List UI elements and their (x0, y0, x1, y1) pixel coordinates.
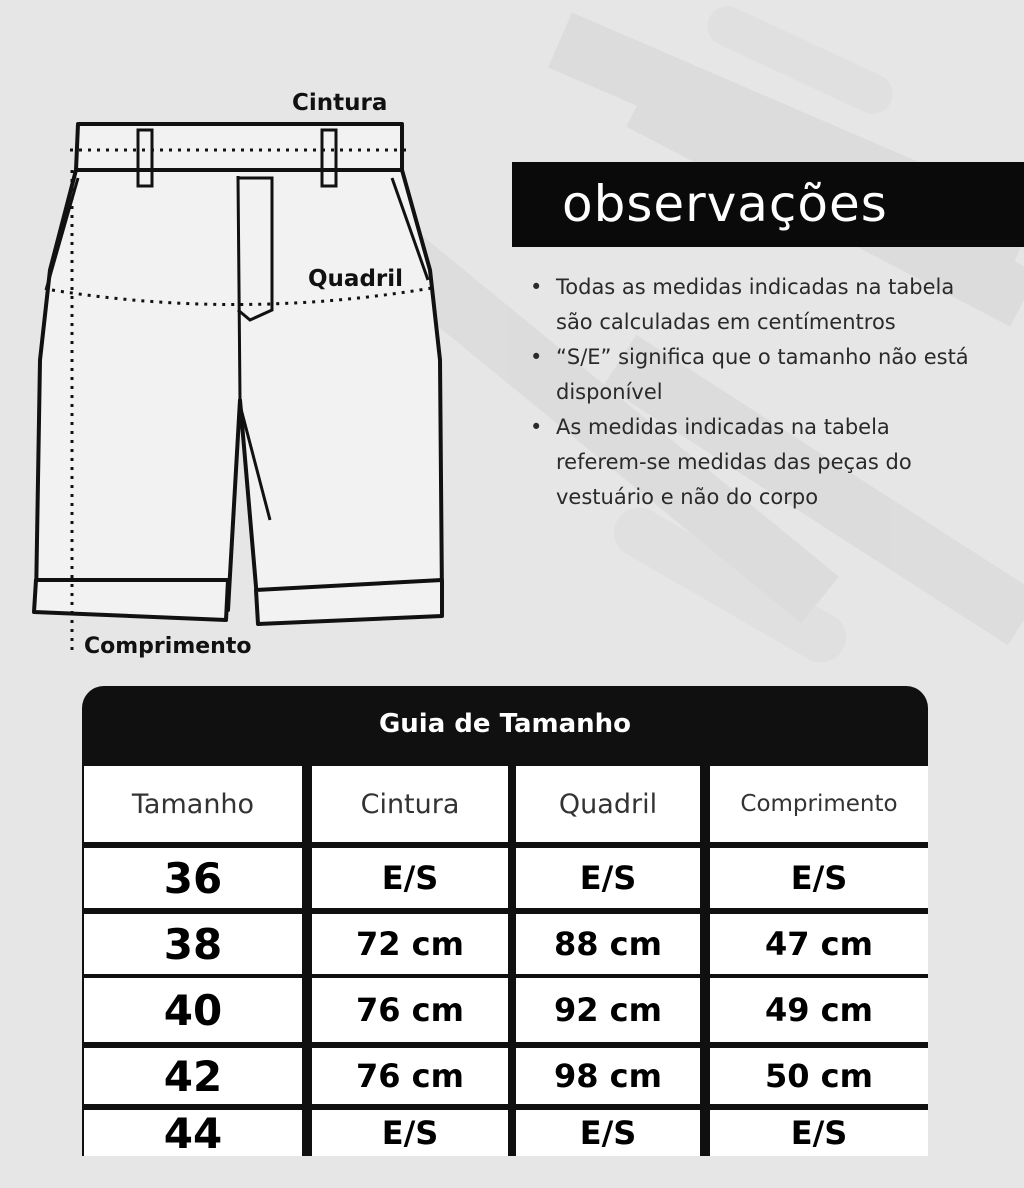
size-guide-table (82, 686, 928, 1156)
table-row-length: 47 cm (710, 914, 928, 974)
table-row-size: 42 (84, 1048, 302, 1104)
table-row-hip: 88 cm (516, 914, 700, 974)
observation-text: “S/E” significa que o tamanho não está disponível (556, 345, 969, 404)
observations-title: observações (512, 162, 1024, 247)
table-row-size: 36 (84, 848, 302, 908)
table-row-waist: 72 cm (312, 914, 508, 974)
observation-item (530, 410, 970, 515)
table-row-length: 49 cm (710, 978, 928, 1042)
observation-text: As medidas indicadas na tabela referem-se medidas das peças do vestuário e não do corpo (556, 415, 912, 509)
table-row-hip: 92 cm (516, 978, 700, 1042)
observation-text: Todas as medidas indicadas na tabela são calculadas em centímentros (556, 275, 955, 334)
table-row-hip: 98 cm (516, 1048, 700, 1104)
column-header-hip: Quadril (516, 766, 700, 842)
bullet-icon: • (530, 345, 543, 369)
table-row-hip: E/S (516, 1110, 700, 1156)
table-row-size: 38 (84, 914, 302, 974)
bullet-icon: • (530, 275, 543, 299)
table-title: Guia de Tamanho (378, 709, 632, 739)
table-row-waist: 76 cm (312, 978, 508, 1042)
table-row-size: 44 (84, 1110, 302, 1156)
table-row-length: 50 cm (710, 1048, 928, 1104)
column-header-size: Tamanho (84, 766, 302, 842)
column-header-waist: Cintura (312, 766, 508, 842)
observation-item (530, 270, 970, 340)
waist-label: Cintura (292, 90, 388, 116)
table-row-hip: E/S (516, 848, 700, 908)
table-row-waist: E/S (312, 848, 508, 908)
bullet-icon: • (530, 415, 543, 439)
table-row-size: 40 (84, 978, 302, 1042)
shorts-diagram (0, 60, 480, 680)
observation-item (530, 340, 970, 410)
observations-list (530, 270, 970, 515)
table-row-length: E/S (710, 848, 928, 908)
table-row-waist: 76 cm (312, 1048, 508, 1104)
hip-label: Quadril (308, 266, 404, 292)
table-row-waist: E/S (312, 1110, 508, 1156)
column-header-length: Comprimento (710, 766, 928, 842)
length-label: Comprimento (84, 634, 252, 659)
table-row-length: E/S (710, 1110, 928, 1156)
